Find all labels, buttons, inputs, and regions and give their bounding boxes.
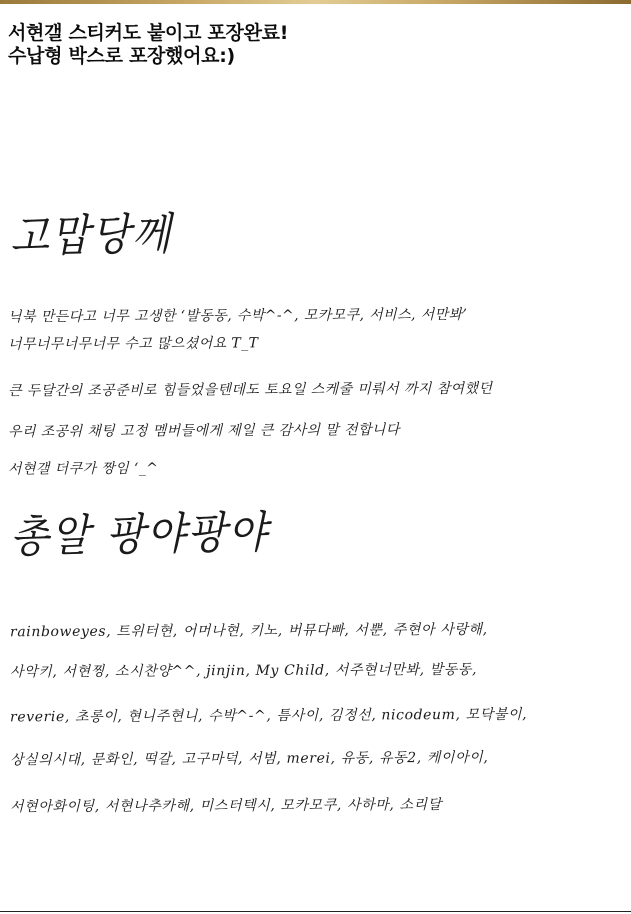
paragraph3: 서현갤 더쿠가 짱임 ‘_^ <box>7 460 159 478</box>
header-line-1: 서현갤 스티커도 붙이고 포장완료! <box>8 22 289 44</box>
header-line-2: 수납형 박스로 포장했어요:) <box>8 45 235 67</box>
bottom-divider <box>0 911 631 912</box>
top-accent-bar <box>0 0 631 4</box>
post-header <box>8 22 288 68</box>
paragraph1-line2: 너무너무너무너무 수고 많으셨어요 T_T <box>7 335 259 353</box>
paragraph2-line1: 큰 두달간의 조공준비로 힘들었을텐데도 토요일 스케줄 미뤄서 까지 참여했던 <box>7 380 493 400</box>
names-line-4: 상실의시대, 문화인, 떡갈, 고구마덕, 서범, merei, 유동, 유동2, 케이아이, <box>9 749 489 769</box>
names-line-5: 서현아화이팅, 서현나추카해, 미스터텍시, 모카모쿠, 사하마, 소리달 <box>9 796 442 816</box>
paragraph2-line2: 우리 조공위 채팅 고정 멤버들에게 제일 큰 감사의 말 전합니다 <box>7 421 400 441</box>
names-line-1: rainboweyes, 트위터현, 어머나현, 키노, 버뮤다빠, 서뿐, 주현아 사랑해, <box>9 621 488 641</box>
paragraph1-line1: 닉북 만든다고 너무 고생한 ‘발동동, 수박^-^, 모카모쿠, 서비스, 서만봐’ <box>7 306 468 326</box>
names-line-3: reverie, 초롱이, 현니주현니, 수박^-^, 틈사이, 김정선, nicodeum, 모닥불이, <box>9 706 528 726</box>
letter-greeting: 고맙당께 <box>9 209 174 263</box>
names-line-2: 사악키, 서현찡, 소시찬양^^, jinjin, My Child, 서주현너만봐, 발동동, <box>9 661 478 681</box>
letter-closing: 총알 팡야팡야 <box>9 507 270 563</box>
